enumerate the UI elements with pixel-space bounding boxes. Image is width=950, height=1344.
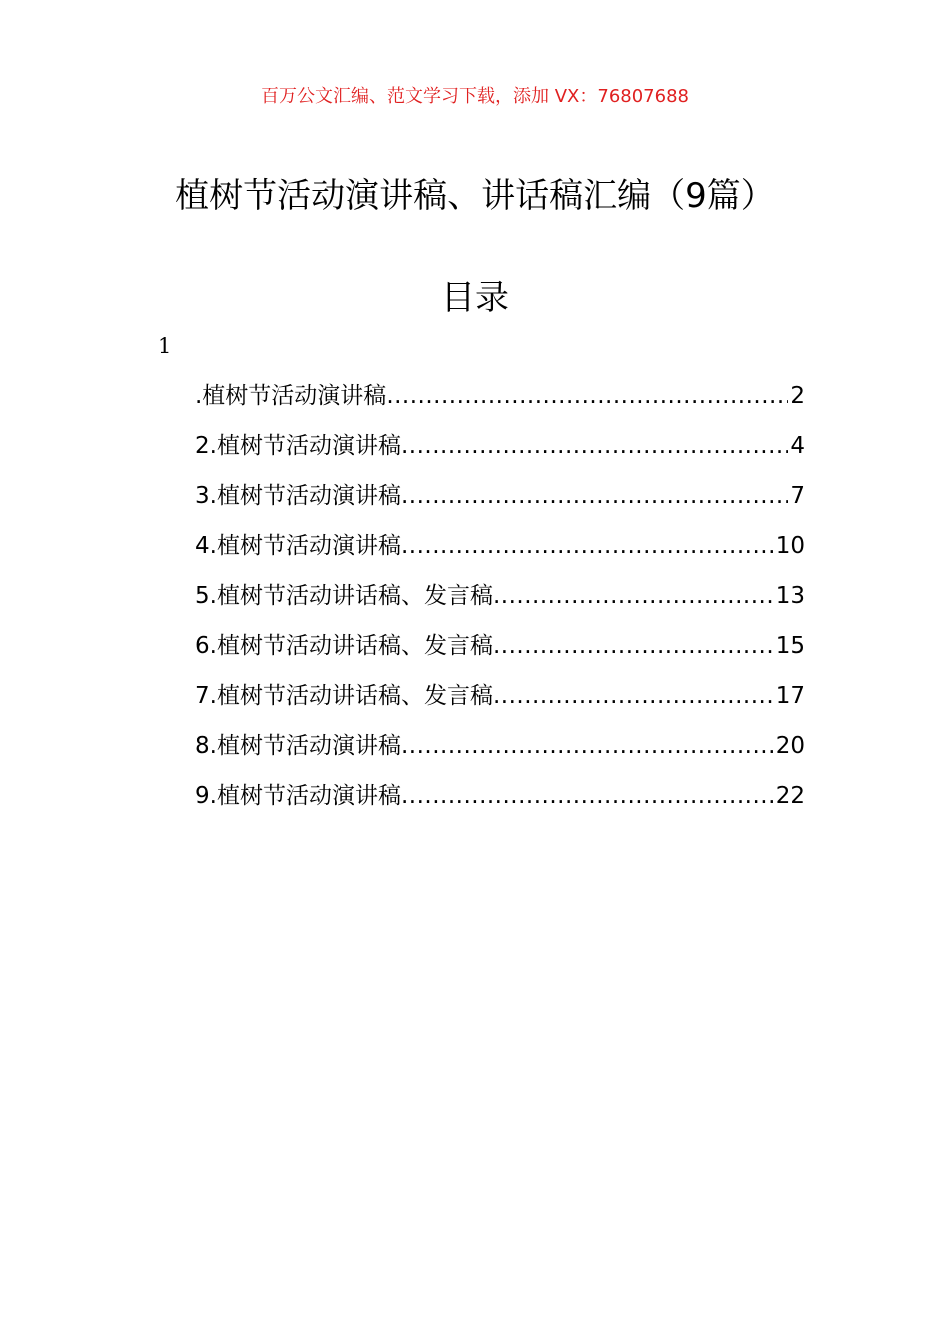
- toc-dot-leader: [401, 778, 774, 814]
- toc-entry-label: 5.植树节活动讲话稿、发言稿: [195, 583, 493, 609]
- toc-entry-label: 3.植树节活动演讲稿: [195, 483, 401, 509]
- toc-dot-leader: [493, 628, 774, 664]
- toc-entry[interactable]: [195, 778, 805, 828]
- toc-entry[interactable]: [195, 728, 805, 778]
- toc-dot-leader: [493, 578, 774, 614]
- toc-dot-leader: [493, 678, 774, 714]
- toc-dot-leader: [401, 478, 788, 514]
- toc-entry[interactable]: [195, 678, 805, 728]
- toc-entry[interactable]: [195, 578, 805, 628]
- toc-entry-page: 22: [775, 783, 805, 809]
- toc-entry-page: 4: [790, 433, 805, 459]
- toc-entry-label: .植树节活动演讲稿: [195, 383, 387, 409]
- toc-heading: 目录: [441, 278, 509, 318]
- toc-entry[interactable]: [195, 628, 805, 678]
- document-title: 植树节活动演讲稿、讲话稿汇编（9篇）: [175, 176, 775, 216]
- toc-entry[interactable]: [195, 378, 805, 428]
- toc-entry[interactable]: [195, 478, 805, 528]
- download-notice: 百万公文汇编、范文学习下载，添加 VX：76807688: [261, 86, 689, 107]
- toc-dot-leader: [401, 728, 774, 764]
- toc-entry-label: 8.植树节活动演讲稿: [195, 733, 401, 759]
- toc-entry-page: 15: [775, 633, 805, 659]
- toc-entry-label: 6.植树节活动讲话稿、发言稿: [195, 633, 493, 659]
- toc-entry-page: 20: [775, 733, 805, 759]
- toc-entry-label: 2.植树节活动演讲稿: [195, 433, 401, 459]
- toc-entry-page: 17: [775, 683, 805, 709]
- toc-entry-label: 7.植树节活动讲话稿、发言稿: [195, 683, 493, 709]
- toc-entry-label: 4.植树节活动演讲稿: [195, 533, 401, 559]
- table-of-contents: [195, 378, 805, 828]
- toc-entry-page: 10: [775, 533, 805, 559]
- toc-entry[interactable]: [195, 528, 805, 578]
- toc-dot-leader: [386, 378, 788, 414]
- toc-entry-page: 7: [790, 483, 805, 509]
- toc-dot-leader: [401, 528, 774, 564]
- toc-entry[interactable]: [195, 428, 805, 478]
- toc-entry-page: 13: [775, 583, 805, 609]
- page-number-marker: 1: [158, 334, 172, 358]
- toc-dot-leader: [401, 428, 788, 464]
- toc-entry-page: 2: [790, 383, 805, 409]
- toc-entry-label: 9.植树节活动演讲稿: [195, 783, 401, 809]
